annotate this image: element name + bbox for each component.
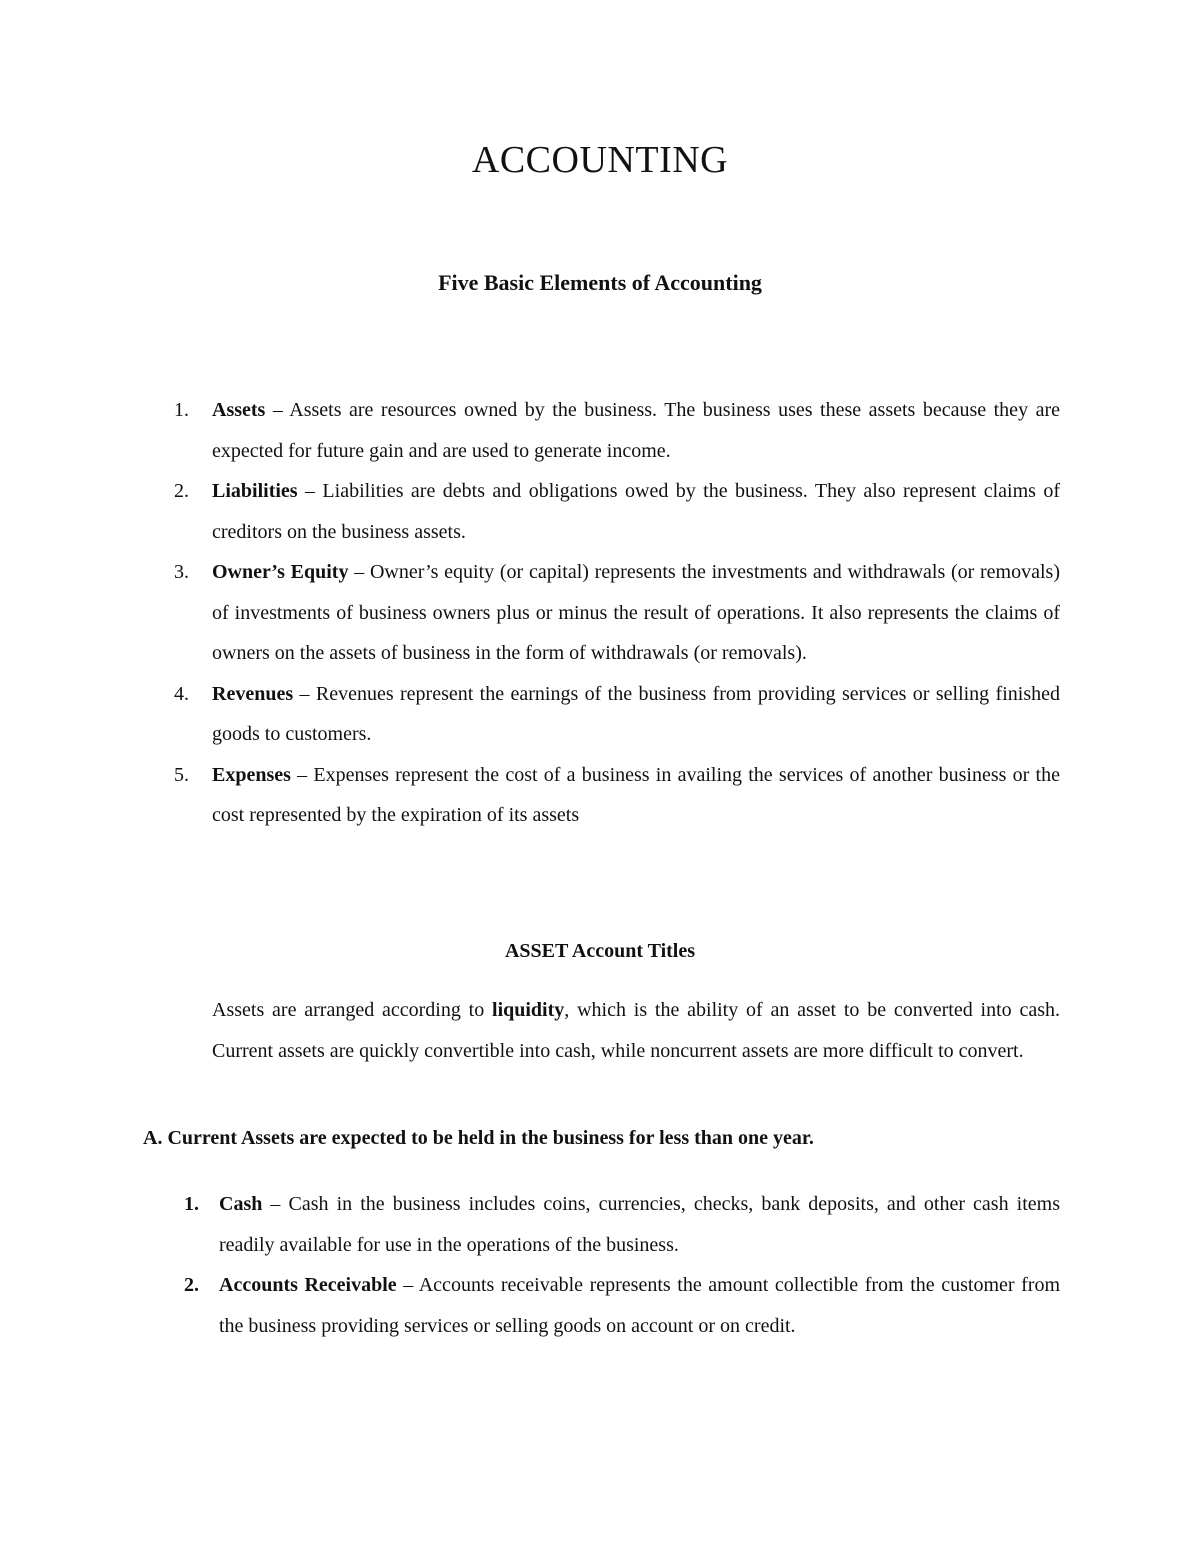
asset-intro-paragraph [212,990,1060,1071]
list-item [178,1184,1060,1265]
list-item [170,755,1060,836]
term-owners-equity: Owner’s Equity [212,561,349,583]
definition-text: – Cash in the business includes coins, currencies, checks, bank deposits, and other cash items readily available for use in the operations of the business. [219,1193,1060,1256]
intro-text-end: , which is the ability of an asset to be converted into cash. Current assets are quickly convertible into cash, while noncurrent assets are more difficult to convert. [212,999,1060,1062]
document-title: ACCOUNTING [471,139,729,181]
term-cash: Cash [219,1193,263,1215]
section-heading-asset-titles: ASSET Account Titles [504,940,696,962]
list-number: 2. [184,1274,199,1296]
list-item [178,1265,1060,1346]
list-item [170,471,1060,552]
term-assets: Assets [212,399,266,421]
term-expenses: Expenses [212,763,291,786]
definition-text: – Liabilities are debts and obligations owed by the business. They also represent claims of creditors on the business assets. [212,480,1060,543]
list-item [170,552,1060,674]
definition-text: – Assets are resources owned by the business. The business uses these assets because they are expected for future gain and are used to generate income. [212,399,1060,462]
intro-text-start: Assets are arranged according to [212,999,493,1021]
current-assets-list [178,1184,1060,1346]
list-number: 2. [174,480,189,502]
definition-text: – Revenues represent the earnings of the business from providing services or selling finished goods to customers. [212,682,1060,745]
list-number: 5. [174,763,189,786]
definition-text: – Expenses represent the cost of a business in availing the services of another business or the cost represented by the expiration of its assets [212,763,1060,826]
term-liquidity: liquidity [492,999,565,1021]
list-number: 1. [174,399,189,421]
definition-text: – Owner’s equity (or capital) represents the investments and withdrawals (or removals) of investments of business owners plus or minus the result of operations. It also represents the claims of owners on the assets of business in the form of withdrawals (or removals). [212,561,1060,664]
list-number: 3. [174,561,189,583]
basic-elements-list [170,390,1060,836]
list-number: 1. [184,1193,199,1215]
list-number: 4. [174,682,189,705]
definition-text: – Accounts receivable represents the amount collectible from the customer from the business providing services or selling goods on account or on credit. [219,1274,1060,1337]
term-liabilities: Liabilities [212,480,298,502]
list-item [170,390,1060,471]
list-item [170,674,1060,755]
term-revenues: Revenues [212,682,294,705]
current-assets-subheading: A. Current Assets are expected to be held in the business for less than one year. [143,1127,814,1149]
term-accounts-receivable: Accounts Receivable [219,1274,397,1296]
section-heading-basic-elements: Five Basic Elements of Accounting [438,270,762,295]
